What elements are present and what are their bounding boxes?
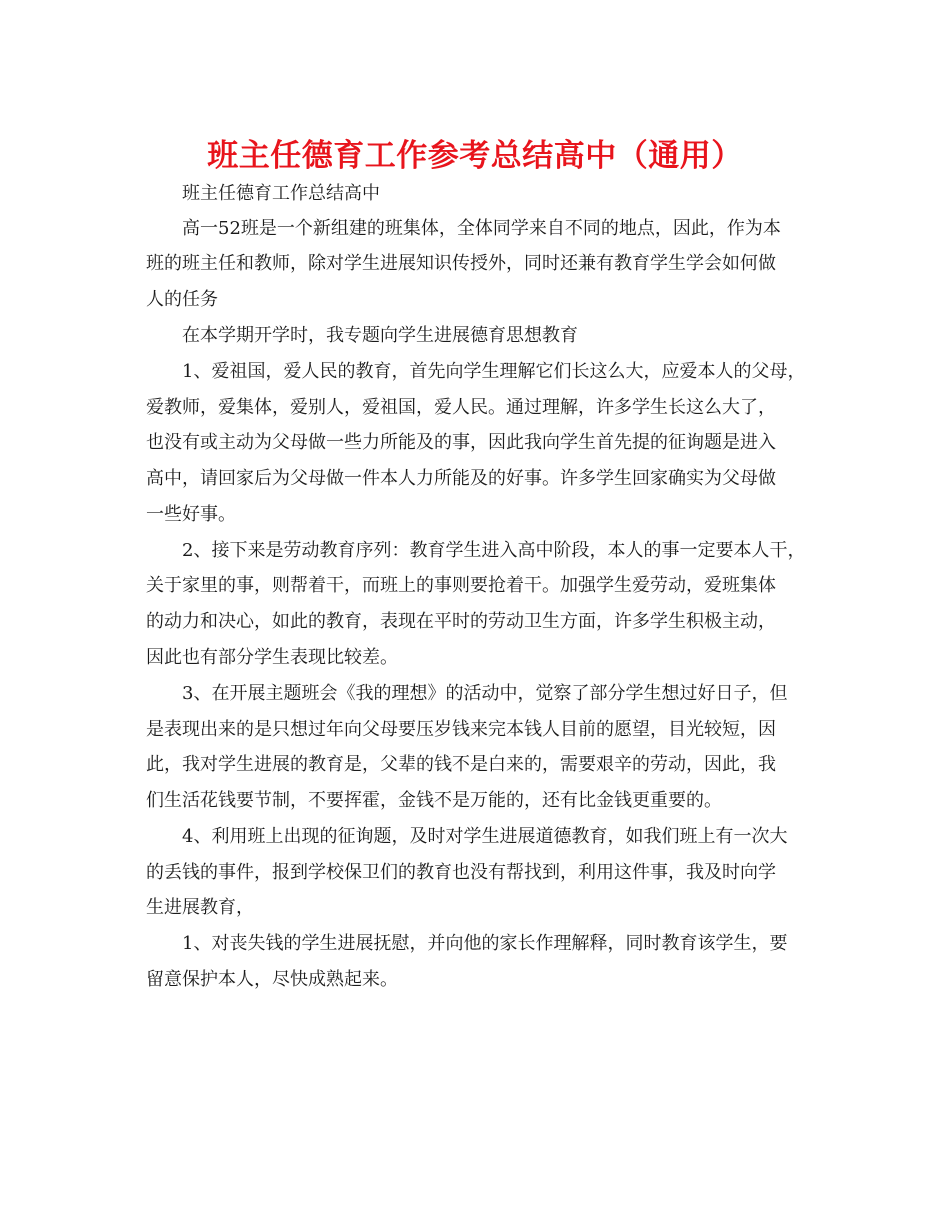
paragraph-line: 是表现出来的是只想过年向父母要压岁钱来完本钱人目前的愿望，目光较短，因 <box>146 719 776 740</box>
paragraph-line: 关于家里的事，则帮着干，而班上的事则要抢着干。加强学生爱劳动，爱班集体 <box>146 575 776 596</box>
paragraph-line: 留意保护本人，尽快成熟起来。 <box>146 969 398 990</box>
paragraph-line: 在本学期开学时，我专题向学生进展德育思想教育 <box>182 325 578 346</box>
paragraph-line: 3、在开展主题班会《我的理想》的活动中，觉察了部分学生想过好日子，但 <box>182 683 788 704</box>
paragraph-line: 此，我对学生进展的教育是，父辈的钱不是白来的，需要艰辛的劳动，因此，我 <box>146 754 776 775</box>
paragraph-line: 一些好事。 <box>146 504 236 525</box>
document-title: 班主任德育工作参考总结高中（通用） <box>207 138 743 174</box>
paragraph-line: 人的任务 <box>146 289 218 310</box>
paragraph-line: 高一52班是一个新组建的班集体，全体同学来自不同的地点，因此，作为本 <box>182 218 781 239</box>
paragraph-line: 1、爱祖国，爱人民的教育，首先向学生理解它们长这么大，应爱本人的父母， <box>182 361 806 382</box>
paragraph-line: 1、对丧失钱的学生进展抚慰，并向他的家长作理解释，同时教育该学生，要 <box>182 933 788 954</box>
paragraph-line: 2、接下来是劳动教育序列：教育学生进入高中阶段，本人的事一定要本人干， <box>182 540 806 561</box>
paragraph-line: 的丢钱的事件，报到学校保卫们的教育也没有帮找到，利用这件事，我及时向学 <box>146 862 776 883</box>
paragraph-line: 也没有或主动为父母做一些力所能及的事，因此我向学生首先提的征询题是进入 <box>146 432 776 453</box>
paragraph-line: 的动力和决心，如此的教育，表现在平时的劳动卫生方面，许多学生积极主动， <box>146 611 776 632</box>
paragraph-line: 生进展教育， <box>146 897 254 918</box>
paragraph-line: 爱教师，爱集体，爱别人，爱祖国，爱人民。通过理解，许多学生长这么大了， <box>146 397 776 418</box>
subtitle-line: 班主任德育工作总结高中 <box>182 183 380 204</box>
paragraph-line: 4、利用班上出现的征询题，及时对学生进展道德教育，如我们班上有一次大 <box>182 826 788 847</box>
paragraph-line: 高中，请回家后为父母做一件本人力所能及的好事。许多学生回家确实为父母做 <box>146 468 776 489</box>
paragraph-line: 们生活花钱要节制，不要挥霍，金钱不是万能的，还有比金钱更重要的。 <box>146 790 722 811</box>
paragraph-line: 班的班主任和教师，除对学生进展知识传授外，同时还兼有教育学生学会如何做 <box>146 253 776 274</box>
paragraph-line: 因此也有部分学生表现比较差。 <box>146 647 398 668</box>
